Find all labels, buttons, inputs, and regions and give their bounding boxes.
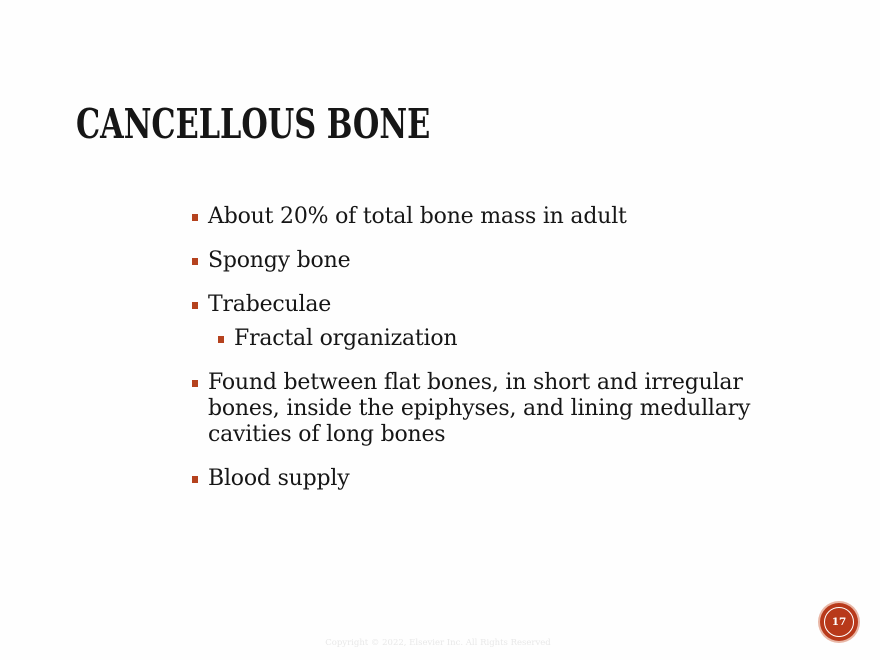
page-number-ring [824,607,854,637]
square-bullet-icon [192,258,198,265]
bullet-item [192,466,752,492]
copyright-text: Copyright © 2022, Elsevier Inc. All Rights Reserved [325,638,551,648]
bullet-item [192,292,752,352]
bullet-item [192,204,752,230]
bullet-list [192,204,752,510]
square-bullet-icon [192,476,198,483]
sub-bullet-text: Fractal organization [234,326,458,351]
bullet-text: Blood supply [208,466,350,491]
slide-title: CANCELLOUS BONE [76,100,431,148]
bullet-text: Trabeculae [208,292,332,317]
bullet-text: Spongy bone [208,248,351,273]
square-bullet-icon [192,380,198,387]
square-bullet-icon [218,336,224,343]
bullet-item [192,248,752,274]
bullet-text: About 20% of total bone mass in adult [208,204,627,229]
copyright-footer [0,638,880,648]
sub-bullet-item [208,326,752,352]
square-bullet-icon [192,214,198,221]
bullet-item [192,370,752,448]
page-number: 17 [831,616,847,628]
bullet-text: Found between flat bones, in short and irregular bones, inside the epiphyses, and lining medullary cavities of long bones [208,370,751,447]
page-number-badge [820,603,858,641]
square-bullet-icon [192,302,198,309]
